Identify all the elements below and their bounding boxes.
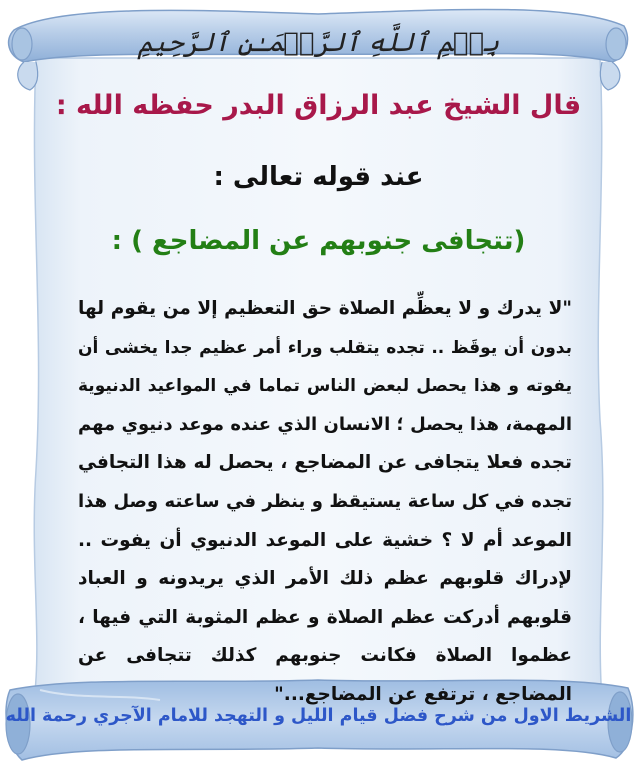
body-line: تجده في كل ساعة يستيقظ و ينظر في ساعته وصل هذا	[78, 490, 572, 512]
body-line: لإدراك قلوبهم عظم ذلك الأمر الذي يريدونه و العباد	[78, 568, 572, 590]
quote-body	[78, 290, 572, 715]
body-line: "لا يدرك و لا يعظِّم الصلاة حق التعظيم إلا من يقوم لها	[78, 298, 572, 319]
page-heading: قال الشيخ عبد الرزاق البدر حفظه الله :	[55, 90, 582, 121]
body-line: قلوبهم أدركت عظم الصلاة و عظم المثوبة التي فيها ،	[78, 606, 572, 628]
subheading: عند قوله تعالى :	[213, 162, 424, 192]
body-line: المهمة، هذا يحصل ؛ الانسان الذي عنده موعد دنيوي مهم	[78, 413, 572, 435]
body-line: تجده فعلا يتجافى عن المضاجع ، يحصل له هذا التجافي	[78, 452, 572, 474]
body-line: عظموا الصلاة فكانت جنوبهم كذلك تتجافى عن	[78, 645, 572, 667]
body-line: يفوته و هذا يحصل لبعض الناس تماما في المواعيد الدنيوية	[78, 376, 572, 397]
body-line: بدون أن يوقَظ .. تجده يتقلب وراء أمر عظيم جدا يخشى أن	[78, 337, 572, 358]
verse-quote: (تتجافى جنوبهم عن المضاجع ) :	[111, 226, 526, 256]
body-line: المضاجع ، ترتفع عن المضاجع..."	[274, 683, 572, 705]
basmala-calligraphy: بِسۡمِ ٱللَّهِ ٱلرَّحۡمَـٰنِ ٱلرَّحِیمِ	[137, 28, 500, 58]
body-line: الموعد أم لا ؟ خشية على الموعد الدنيوي أن يفوت ..	[78, 529, 572, 551]
source-footer: الشريط الاول من شرح فضل قيام الليل و التهجد للامام الآجري رحمة الله	[5, 706, 632, 726]
